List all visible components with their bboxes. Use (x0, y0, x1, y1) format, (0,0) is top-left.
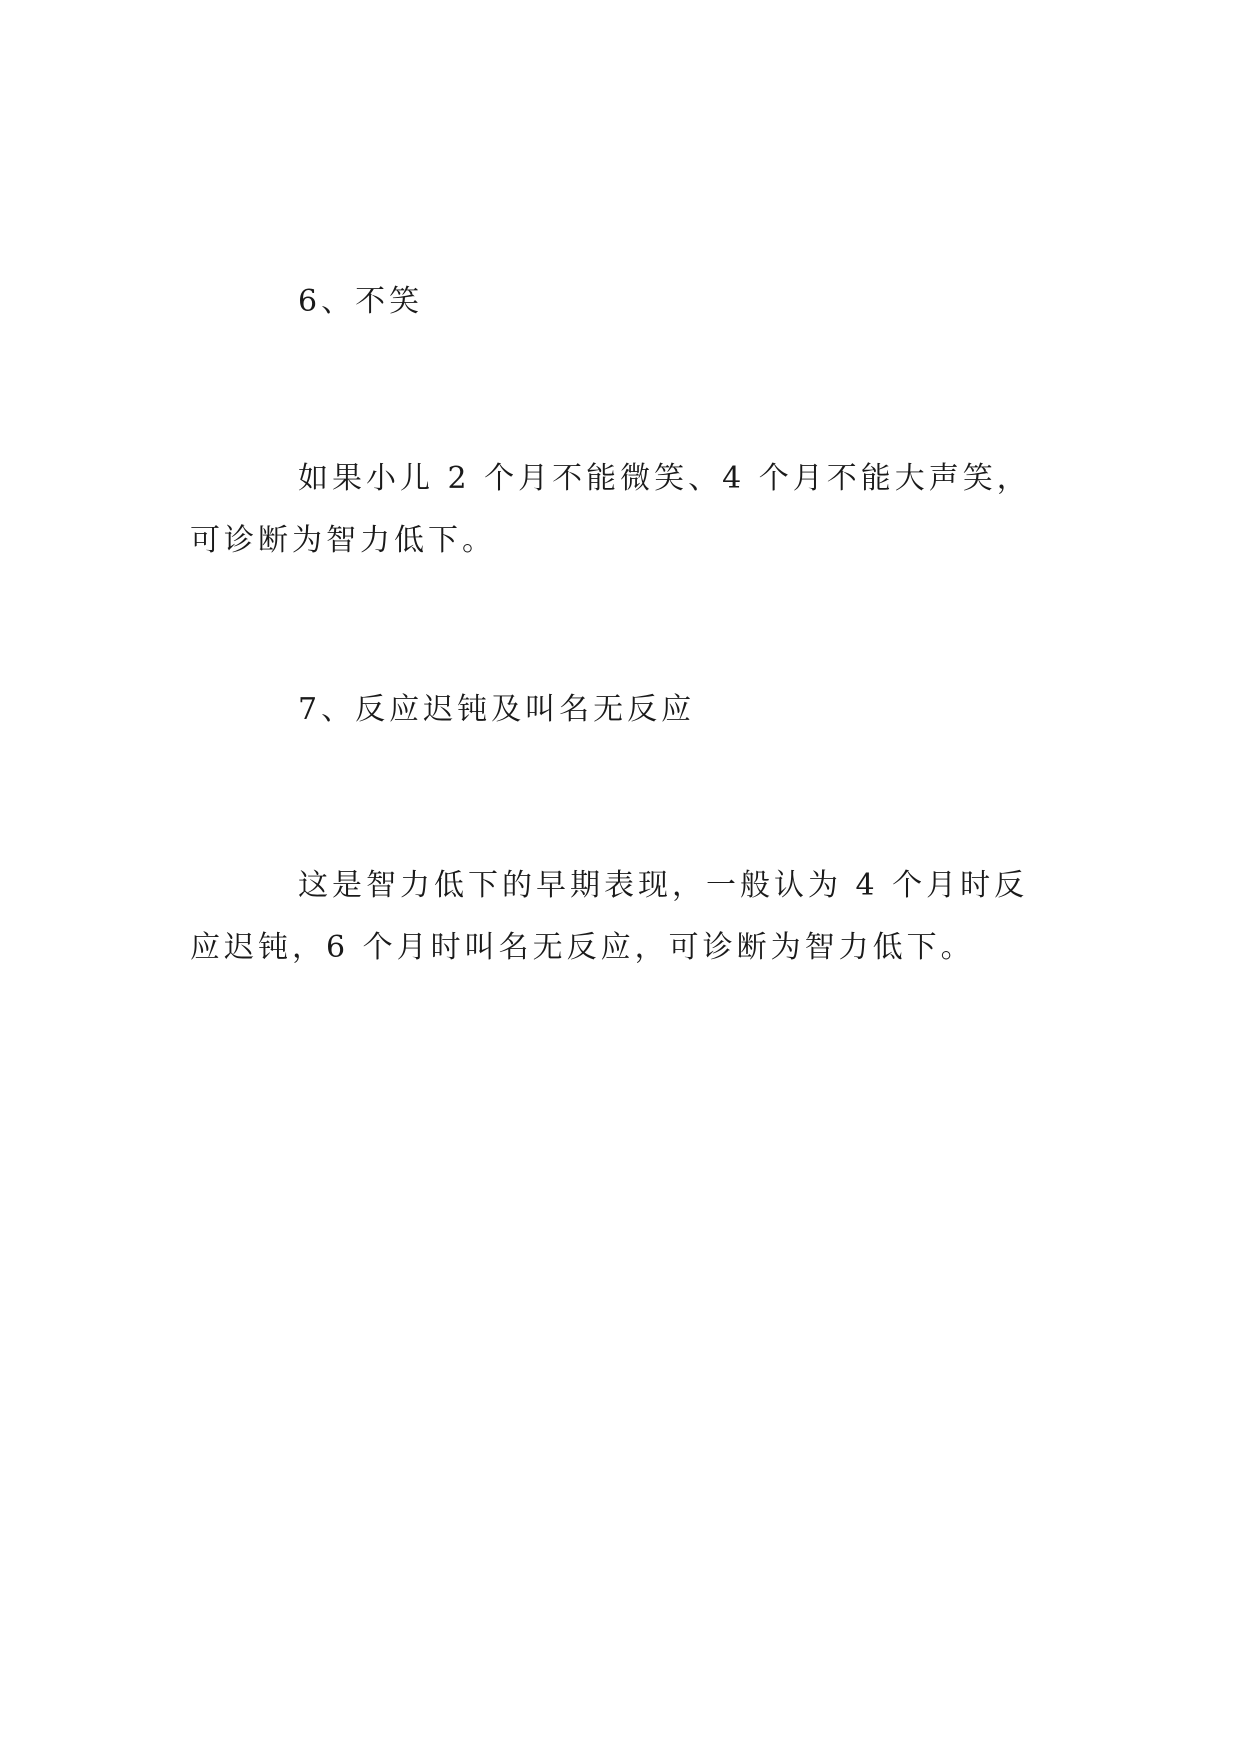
section-body-7: 这是智力低下的早期表现，一般认为 4 个月时反应迟钝，6 个月时叫名无反应，可诊断为智力低下。 (190, 868, 1029, 965)
section-body-6: 如果小儿 2 个月不能微笑、4 个月不能大声笑，可诊断为智力低下。 (190, 461, 1031, 558)
section-heading-6: 6、不笑 (298, 284, 424, 319)
section-heading-7: 7、反应迟钝及叫名无反应 (298, 692, 696, 727)
